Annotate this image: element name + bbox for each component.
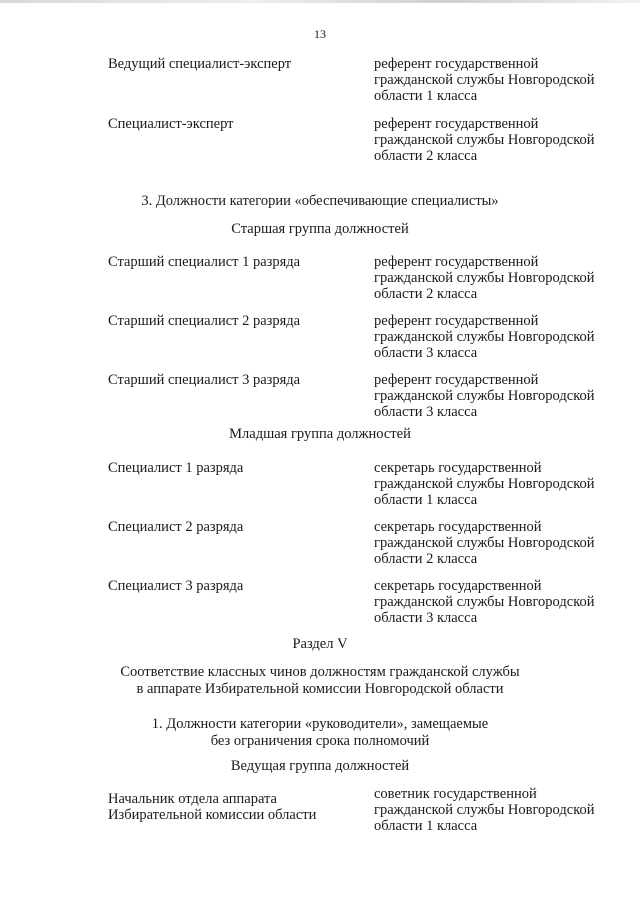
class-rank: референт государственной гражданской службы Новгородской области 1 класса (374, 56, 595, 104)
position-label: Начальник отдела аппарата Избирательной комиссии области (108, 791, 317, 823)
category-heading: 3. Должности категории «обеспечивающие специалисты» (141, 193, 499, 209)
position-label: Старший специалист 2 разряда (108, 313, 301, 329)
position-label: Старший специалист 3 разряда (108, 372, 301, 388)
position-label: Специалист 1 разряда (108, 460, 244, 476)
class-rank: референт государственной гражданской службы Новгородской области 2 класса (374, 116, 595, 164)
scan-edge (0, 0, 640, 3)
page-number: 13 (314, 27, 326, 41)
class-rank: секретарь государственной гражданской службы Новгородской области 2 класса (374, 519, 595, 567)
category-heading: 1. Должности категории «руководители», замещаемые без ограничения срока полномочий (151, 716, 489, 749)
position-label: Старший специалист 1 разряда (108, 254, 301, 270)
position-label: Специалист 2 разряда (108, 519, 244, 535)
position-label: Специалист-эксперт (108, 116, 234, 132)
class-rank: советник государственной гражданской службы Новгородской области 1 класса (374, 786, 595, 834)
group-heading: Ведущая группа должностей (230, 758, 410, 774)
group-heading: Старшая группа должностей (231, 221, 409, 237)
section-title: Соответствие классных чинов должностям гражданской службы в аппарате Избирательной комиссии Новгородской области (120, 664, 520, 697)
class-rank: референт государственной гражданской службы Новгородской области 3 класса (374, 372, 595, 420)
position-label: Специалист 3 разряда (108, 578, 244, 594)
class-rank: референт государственной гражданской службы Новгородской области 3 класса (374, 313, 595, 361)
group-heading: Младшая группа должностей (229, 426, 411, 442)
class-rank: референт государственной гражданской службы Новгородской области 2 класса (374, 254, 595, 302)
class-rank: секретарь государственной гражданской службы Новгородской области 1 класса (374, 460, 595, 508)
class-rank: секретарь государственной гражданской службы Новгородской области 3 класса (374, 578, 595, 626)
position-label: Ведущий специалист-эксперт (108, 56, 292, 72)
section-heading: Раздел V (292, 636, 348, 652)
